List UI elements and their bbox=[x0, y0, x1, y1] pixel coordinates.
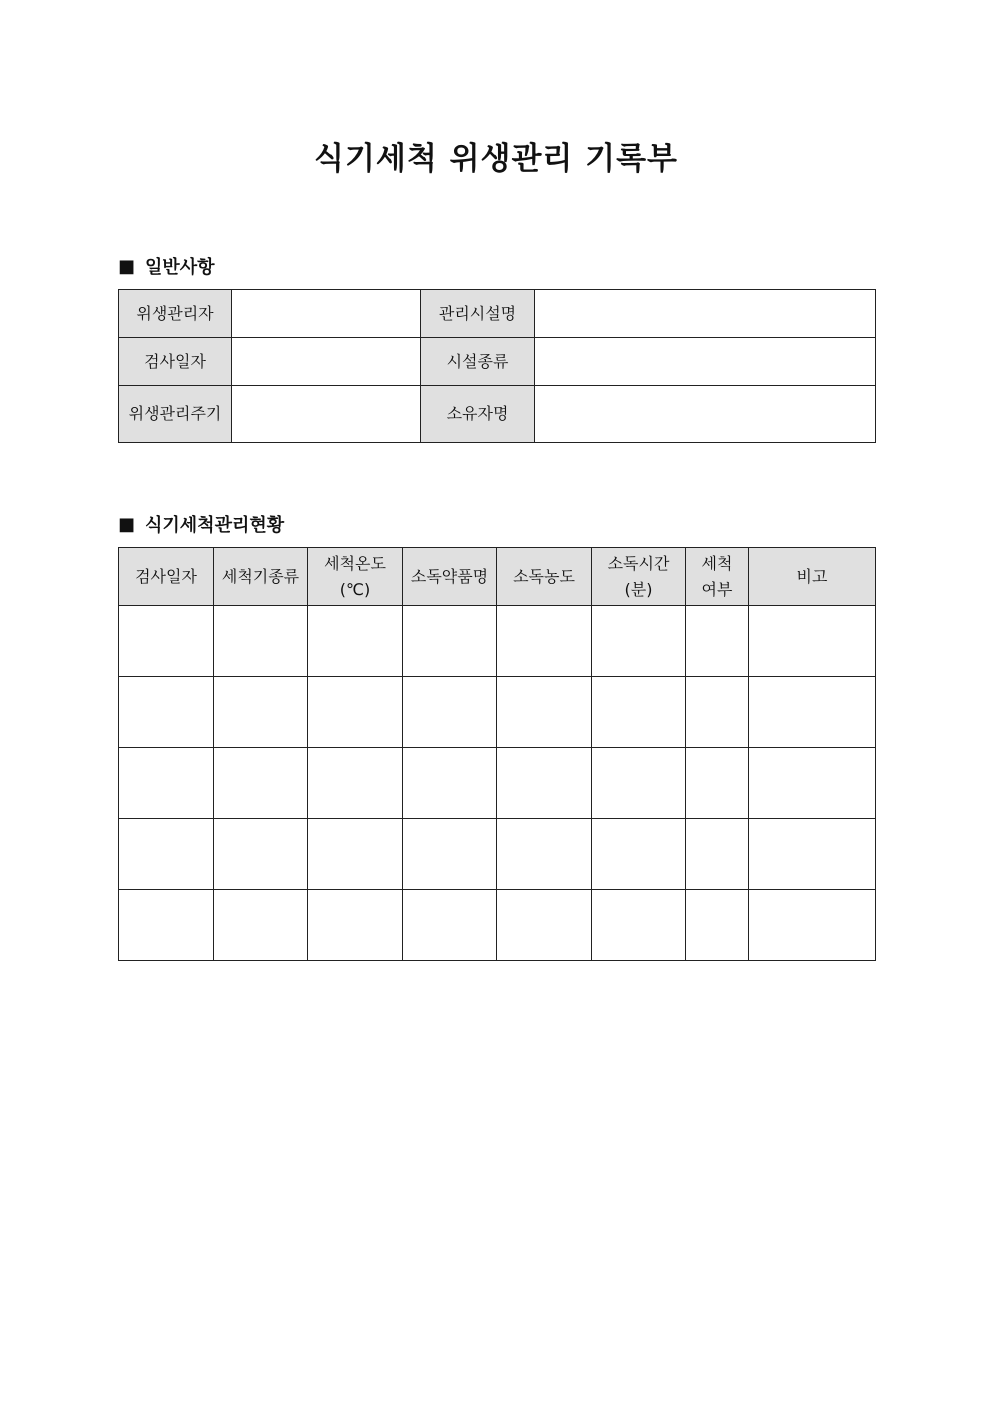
table-cell[interactable] bbox=[592, 890, 686, 961]
table-row bbox=[119, 890, 876, 961]
table-cell[interactable] bbox=[308, 606, 403, 677]
table-row bbox=[119, 819, 876, 890]
table-cell[interactable] bbox=[749, 748, 876, 819]
table-cell[interactable] bbox=[403, 890, 497, 961]
section-status-title: 식기세척관리현황 bbox=[145, 515, 285, 536]
dishwashing-status-table bbox=[118, 547, 876, 961]
table-cell[interactable] bbox=[308, 890, 403, 961]
table-cell[interactable] bbox=[749, 890, 876, 961]
table-cell[interactable] bbox=[686, 677, 749, 748]
label-cell: 검사일자 bbox=[119, 338, 232, 386]
table-cell[interactable] bbox=[308, 748, 403, 819]
value-cell[interactable] bbox=[232, 338, 421, 386]
table-cell[interactable] bbox=[686, 748, 749, 819]
table-row bbox=[119, 290, 876, 338]
table-cell[interactable] bbox=[214, 819, 308, 890]
value-cell[interactable] bbox=[535, 338, 876, 386]
table-cell[interactable] bbox=[308, 819, 403, 890]
table-cell[interactable] bbox=[749, 677, 876, 748]
label-cell: 시설종류 bbox=[421, 338, 535, 386]
table-cell[interactable] bbox=[214, 606, 308, 677]
column-header: 세척기종류 bbox=[214, 548, 308, 606]
table-row bbox=[119, 386, 876, 443]
table-cell[interactable] bbox=[749, 819, 876, 890]
column-header: 소독시간(분) bbox=[592, 548, 686, 606]
label-cell: 소유자명 bbox=[421, 386, 535, 443]
document-title: 식기세척 위생관리 기록부 bbox=[314, 141, 678, 177]
general-info-table bbox=[118, 289, 876, 443]
section-general-title: 일반사항 bbox=[145, 257, 215, 278]
column-header: 비고 bbox=[749, 548, 876, 606]
label-cell: 관리시설명 bbox=[421, 290, 535, 338]
table-cell[interactable] bbox=[497, 819, 592, 890]
table-cell[interactable] bbox=[592, 819, 686, 890]
table-row bbox=[119, 677, 876, 748]
label-cell: 위생관리자 bbox=[119, 290, 232, 338]
table-cell[interactable] bbox=[119, 606, 214, 677]
table-cell[interactable] bbox=[497, 890, 592, 961]
table-cell[interactable] bbox=[592, 606, 686, 677]
table-cell[interactable] bbox=[497, 606, 592, 677]
column-header: 세척여부 bbox=[686, 548, 749, 606]
table-cell[interactable] bbox=[214, 677, 308, 748]
table-cell[interactable] bbox=[497, 677, 592, 748]
column-header: 소독약품명 bbox=[403, 548, 497, 606]
table-cell[interactable] bbox=[592, 748, 686, 819]
table-cell[interactable] bbox=[214, 748, 308, 819]
table-cell[interactable] bbox=[214, 890, 308, 961]
table-cell[interactable] bbox=[403, 748, 497, 819]
table-cell[interactable] bbox=[119, 890, 214, 961]
table-row bbox=[119, 338, 876, 386]
square-bullet-icon: ■ bbox=[118, 513, 136, 535]
value-cell[interactable] bbox=[535, 290, 876, 338]
table-cell[interactable] bbox=[403, 606, 497, 677]
value-cell[interactable] bbox=[232, 290, 421, 338]
value-cell[interactable] bbox=[535, 386, 876, 443]
table-row bbox=[119, 748, 876, 819]
column-header: 검사일자 bbox=[119, 548, 214, 606]
section-status-heading bbox=[118, 511, 284, 537]
column-header: 세척온도(℃) bbox=[308, 548, 403, 606]
label-cell: 위생관리주기 bbox=[119, 386, 232, 443]
table-cell[interactable] bbox=[686, 819, 749, 890]
table-cell[interactable] bbox=[403, 677, 497, 748]
table-cell[interactable] bbox=[119, 819, 214, 890]
section-general-heading bbox=[118, 253, 215, 279]
table-cell[interactable] bbox=[119, 677, 214, 748]
table-cell[interactable] bbox=[592, 677, 686, 748]
column-header: 소독농도 bbox=[497, 548, 592, 606]
table-cell[interactable] bbox=[686, 890, 749, 961]
square-bullet-icon: ■ bbox=[118, 255, 136, 277]
table-header-row bbox=[119, 548, 876, 606]
table-row bbox=[119, 606, 876, 677]
table-cell[interactable] bbox=[308, 677, 403, 748]
table-cell[interactable] bbox=[403, 819, 497, 890]
table-cell[interactable] bbox=[686, 606, 749, 677]
table-cell[interactable] bbox=[749, 606, 876, 677]
value-cell[interactable] bbox=[232, 386, 421, 443]
table-cell[interactable] bbox=[497, 748, 592, 819]
table-cell[interactable] bbox=[119, 748, 214, 819]
